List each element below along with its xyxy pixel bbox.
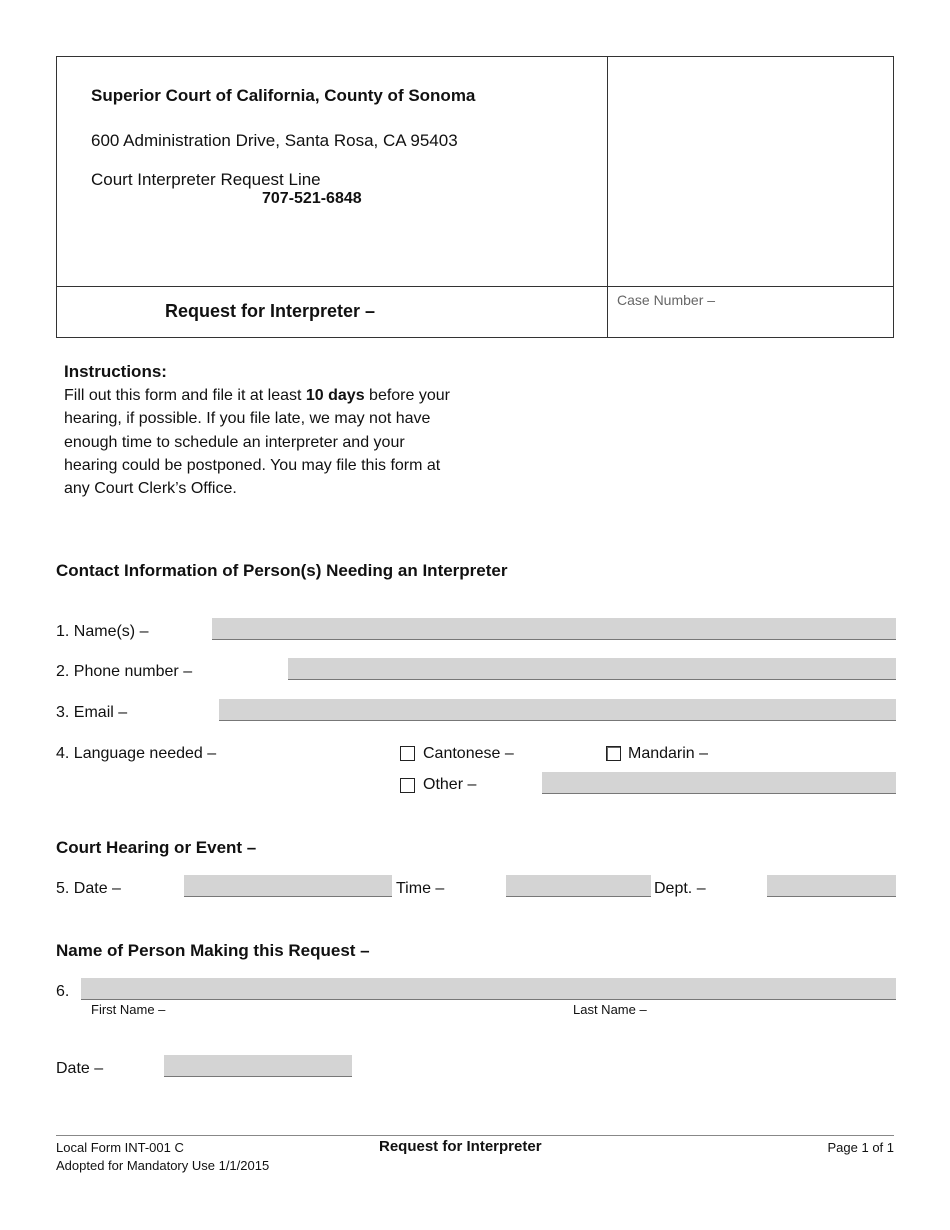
footer-form-id: Local Form INT-001 C bbox=[56, 1140, 184, 1155]
court-name: Superior Court of California, County of Sonoma bbox=[91, 86, 476, 105]
cantonese-checkbox[interactable] bbox=[400, 746, 415, 761]
phone-input[interactable] bbox=[288, 658, 896, 680]
other-checkbox[interactable] bbox=[400, 778, 415, 793]
request-line-label: Court Interpreter Request Line bbox=[91, 170, 321, 189]
instructions-heading: Instructions: bbox=[64, 362, 167, 381]
requester-number: 6. bbox=[56, 983, 70, 1000]
dept-input[interactable] bbox=[767, 875, 896, 897]
instructions-deadline: 10 days bbox=[305, 387, 365, 404]
contact-section-title: Contact Information of Person(s) Needing an Interpreter bbox=[56, 561, 508, 580]
hearing-section-title: Court Hearing or Event – bbox=[56, 838, 257, 857]
name-input[interactable] bbox=[212, 618, 896, 640]
court-address: 600 Administration Drive, Santa Rosa, CA 95403 bbox=[91, 131, 458, 150]
language-label: 4. Language needed – bbox=[56, 745, 217, 762]
last-name-label: Last Name – bbox=[573, 1002, 647, 1017]
hearing-date-label: 5. Date – bbox=[56, 880, 121, 897]
mandarin-label: Mandarin – bbox=[628, 745, 709, 762]
case-number-label: Case Number – bbox=[617, 292, 716, 308]
request-date-label: Date – bbox=[56, 1060, 104, 1077]
phone-label: 2. Phone number – bbox=[56, 663, 193, 680]
first-name-label: First Name – bbox=[91, 1002, 166, 1017]
dept-label: Dept. – bbox=[654, 880, 706, 897]
cantonese-label: Cantonese – bbox=[423, 745, 514, 762]
instructions-text bbox=[64, 384, 454, 500]
instructions-text-end: before your hearing, if possible. If you file late, we may not have enough time to schedule an interpreter and your hearing could be postponed. You may file this form at any Court Clerk’s Office. bbox=[64, 387, 450, 498]
form-title: Request for Interpreter – bbox=[165, 301, 376, 321]
time-label: Time – bbox=[396, 880, 445, 897]
hearing-date-input[interactable] bbox=[184, 875, 392, 897]
email-input[interactable] bbox=[219, 699, 896, 721]
time-input[interactable] bbox=[506, 875, 651, 897]
other-label: Other – bbox=[423, 776, 477, 793]
instructions-text-start: Fill out this form and file it at least bbox=[64, 387, 306, 404]
footer-page-number: Page 1 of 1 bbox=[827, 1140, 894, 1155]
request-date-input[interactable] bbox=[164, 1055, 352, 1077]
footer-divider bbox=[56, 1135, 894, 1136]
header-divider-horizontal bbox=[56, 286, 894, 287]
requester-name-input[interactable] bbox=[81, 978, 896, 1000]
request-line-phone: 707-521-6848 bbox=[262, 190, 362, 207]
mandarin-checkbox[interactable] bbox=[606, 746, 621, 761]
requester-section-title: Name of Person Making this Request – bbox=[56, 941, 370, 960]
name-label: 1. Name(s) – bbox=[56, 623, 149, 640]
footer-title: Request for Interpreter bbox=[379, 1138, 542, 1155]
footer-adopted: Adopted for Mandatory Use 1/1/2015 bbox=[56, 1158, 270, 1173]
email-label: 3. Email – bbox=[56, 704, 128, 721]
header-divider-vertical bbox=[607, 56, 608, 338]
other-language-input[interactable] bbox=[542, 772, 896, 794]
